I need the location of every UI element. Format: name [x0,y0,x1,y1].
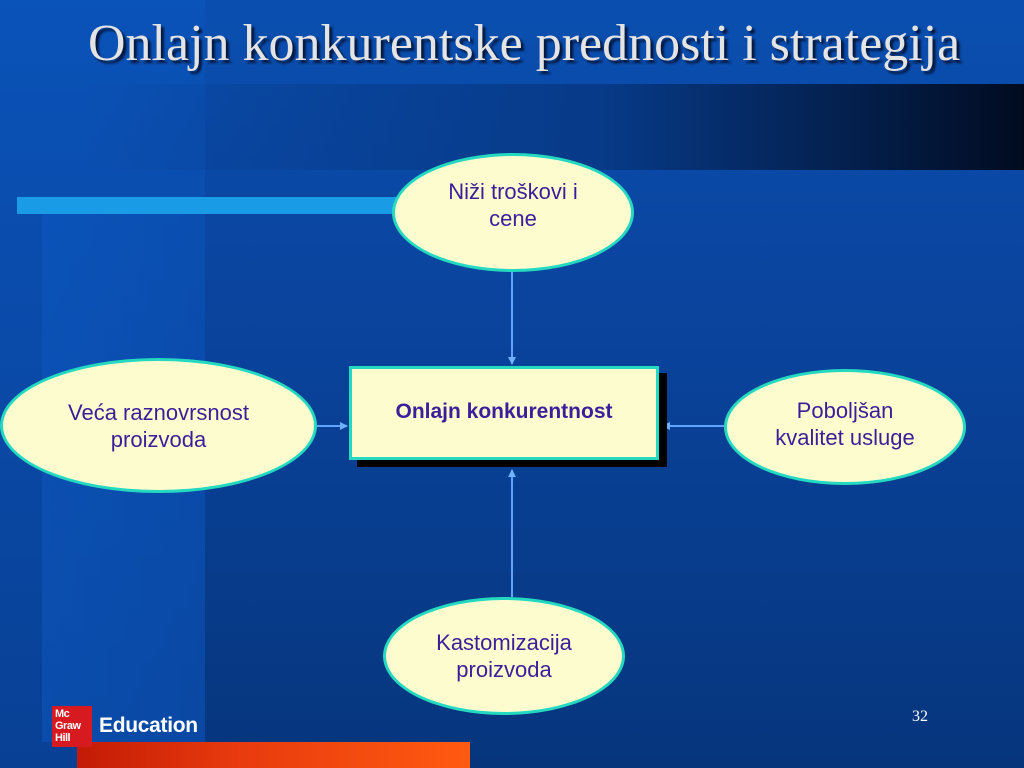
node-lower-costs [392,153,634,272]
node-lower-costs-label: Niži troškovi i cene [448,178,578,231]
node-product-variety [0,358,317,493]
mcgraw-hill-logo-mark [52,706,92,747]
center-node-online-competitiveness [349,366,659,460]
node-customization [383,597,625,715]
slide-title: Onlajn konkurentske prednosti i strategija [88,15,961,72]
slide-number: 32 [912,708,928,725]
node-customization-label: Kastomizacija proizvoda [436,630,572,682]
logo-mark-line-2: Graw [55,719,81,732]
logo-mark-line-1: Mc [55,707,70,720]
node-service-quality [724,369,966,485]
logo-wordmark: Education [99,714,198,737]
node-product-variety-label: Veća raznovrsnost proizvoda [68,399,249,452]
mcgraw-hill-education-logo [52,705,198,747]
node-service-quality-label: Poboljšan kvalitet usluge [775,398,915,450]
logo-mark-line-3: Hill [55,731,71,744]
center-node-label: Onlajn konkurentnost [395,400,613,423]
